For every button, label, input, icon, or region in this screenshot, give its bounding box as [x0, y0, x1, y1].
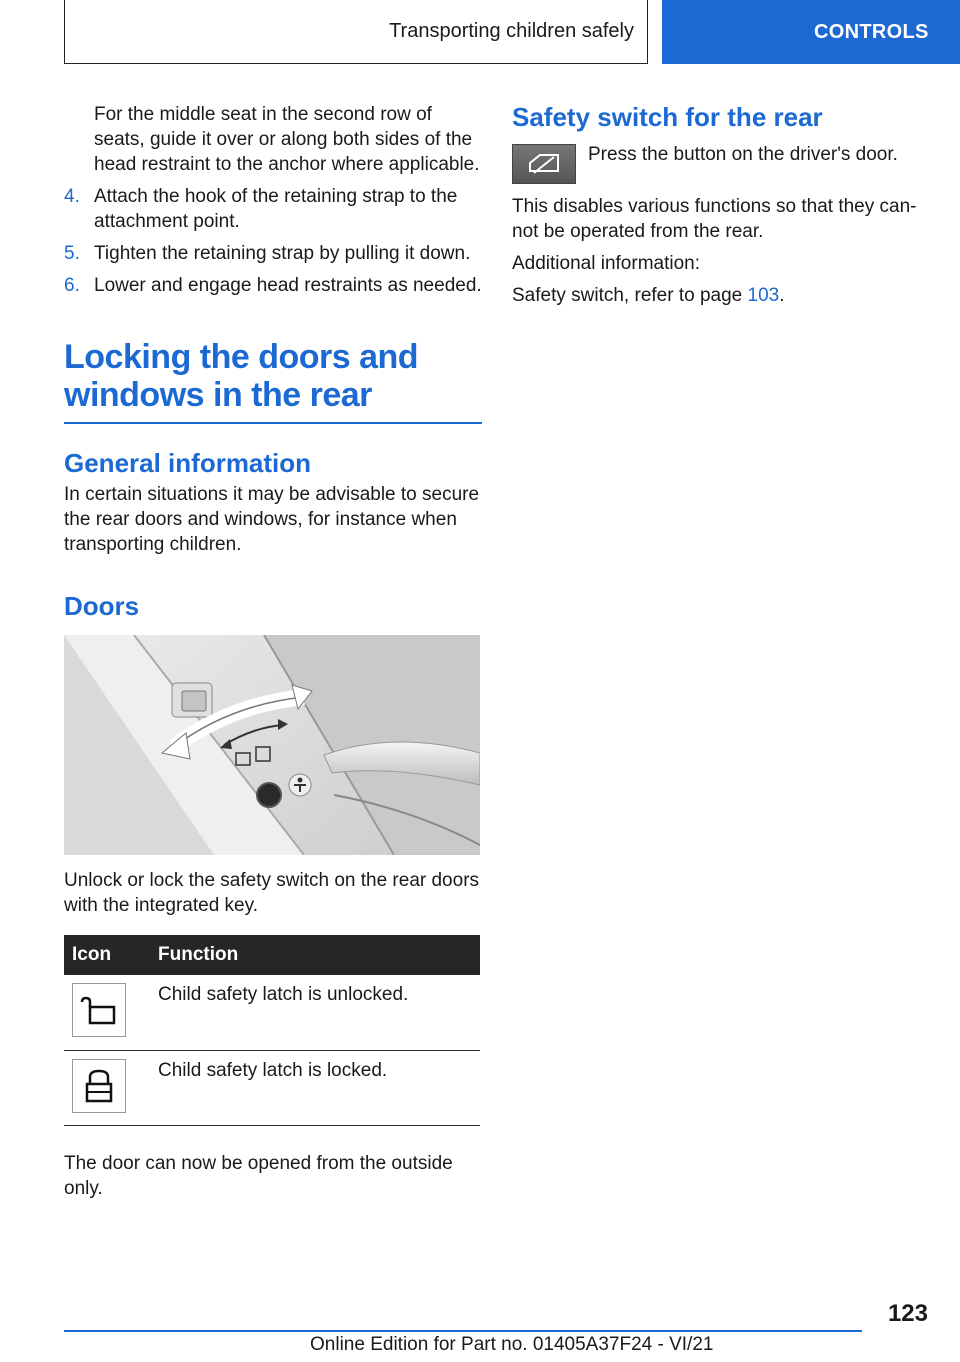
additional-info-label: Additional information: — [512, 253, 700, 274]
safety-switch-heading: Safety switch for the rear — [512, 102, 823, 132]
intro-paragraph: For the middle seat in the second row of seats, guide it over or along both sides of the head restraint to the anchor where applicable. — [94, 104, 480, 175]
doors-heading: Doors — [64, 591, 140, 621]
step-text: Attach the hook of the retaining strap to the attachment point. — [94, 186, 458, 232]
table-header-row — [64, 935, 480, 975]
step-number: 6. — [64, 275, 80, 296]
footer-edition: Online Edition for Part no. 01405A37F24 - VI/21 — [310, 1334, 714, 1355]
main-heading: Locking the doors and windows in the rear — [64, 338, 482, 424]
icon-function-table — [64, 935, 480, 1126]
column-header-function: Function — [150, 935, 480, 975]
door-lock-illustration — [64, 635, 480, 855]
column-header-icon: Icon — [64, 935, 150, 975]
safety-switch-row — [512, 142, 922, 184]
locked-latch-glyph — [82, 1068, 116, 1104]
running-header-section — [64, 0, 648, 64]
page-link[interactable]: 103 — [747, 285, 780, 306]
general-info-heading: General information — [64, 448, 312, 478]
step-number: 5. — [64, 243, 80, 264]
disables-paragraph: This disables various functions so that they can-not be operated from the rear. — [512, 196, 917, 242]
step-number: 4. — [64, 186, 80, 207]
unlocked-latch-icon — [72, 983, 126, 1037]
function-text: Child safety latch is locked. — [150, 1050, 480, 1125]
footer-rule — [64, 1330, 862, 1332]
photo-caption: Unlock or lock the safety switch on the rear doors with the integrated key. — [64, 870, 480, 916]
general-info-paragraph: In certain situations it may be advisable to secure the rear doors and windows, for instance when transporting children. — [64, 484, 480, 555]
section-title: Transporting children safely — [389, 20, 634, 42]
chapter-tab-label: CONTROLS — [814, 20, 929, 43]
reference-paragraph — [512, 283, 922, 308]
window-lock-switch-icon — [512, 144, 576, 184]
unlocked-latch-glyph — [79, 995, 119, 1025]
press-button-text: Press the button on the driver's door. — [588, 144, 898, 165]
step-item — [64, 184, 482, 234]
locked-latch-icon — [72, 1059, 126, 1113]
chapter-tab[interactable] — [662, 0, 960, 64]
table-row — [64, 975, 480, 1050]
table-row — [64, 1050, 480, 1125]
left-column — [64, 102, 482, 1201]
reference-suffix: . — [779, 285, 785, 306]
step-text: Lower and engage head restraints as needed. — [94, 275, 482, 296]
window-lock-glyph — [524, 151, 564, 177]
page-number: 123 — [887, 1300, 928, 1327]
door-lock-photo — [64, 635, 480, 855]
step-item — [64, 241, 482, 266]
function-text: Child safety latch is unlocked. — [150, 975, 480, 1050]
reference-text: Safety switch, refer to page — [512, 285, 748, 306]
step-item — [64, 273, 482, 298]
right-column — [512, 102, 922, 308]
after-table-paragraph: The door can now be opened from the outside only. — [64, 1152, 453, 1199]
step-text: Tighten the retaining strap by pulling it down. — [94, 243, 471, 264]
